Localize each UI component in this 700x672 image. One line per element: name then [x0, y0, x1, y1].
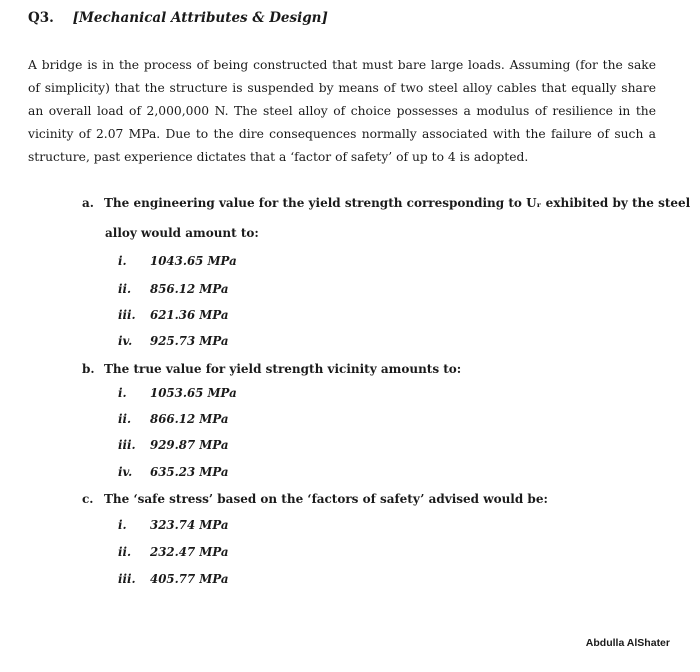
question-a-letter: a.	[82, 196, 94, 210]
option-value: 925.73 MPa	[150, 334, 229, 348]
option-c-1	[118, 518, 229, 532]
option-value: 232.47 MPa	[150, 545, 229, 559]
question-a-prompt-continuation: alloy would amount to:	[105, 226, 259, 240]
option-value: 405.77 MPa	[150, 572, 229, 586]
option-a-4	[118, 334, 229, 348]
option-value: 1043.65 MPa	[150, 254, 237, 268]
question-c-letter: c.	[82, 492, 94, 506]
option-c-3	[118, 572, 229, 586]
question-topic: [Mechanical Attributes & Design]	[72, 10, 328, 26]
option-value: 856.12 MPa	[150, 282, 229, 296]
question-b-prompt: The true value for yield strength vicinity amounts to:	[104, 362, 462, 376]
question-c-prompt: The ‘safe stress’ based on the ‘factors of safety’ advised would be:	[104, 492, 548, 506]
option-number: iv.	[118, 334, 133, 348]
option-value: 621.36 MPa	[150, 308, 229, 322]
question-b-letter: b.	[82, 362, 95, 376]
option-number: ii.	[118, 545, 132, 559]
option-number: ii.	[118, 282, 132, 296]
option-value: 929.87 MPa	[150, 438, 229, 452]
option-value: 866.12 MPa	[150, 412, 229, 426]
option-b-2	[118, 412, 229, 426]
option-number: i.	[118, 254, 127, 268]
option-b-1	[118, 386, 237, 400]
option-number: iii.	[118, 438, 136, 452]
option-number: iii.	[118, 308, 136, 322]
option-number: ii.	[118, 412, 132, 426]
option-number: iii.	[118, 572, 136, 586]
option-number: i.	[118, 518, 127, 532]
question-number: Q3.	[28, 10, 54, 26]
question-header	[28, 10, 328, 26]
question-a	[82, 196, 690, 210]
option-value: 1053.65 MPa	[150, 386, 237, 400]
option-a-3	[118, 308, 229, 322]
option-a-2	[118, 282, 229, 296]
question-b	[82, 362, 461, 376]
question-c	[82, 492, 548, 506]
option-number: iv.	[118, 465, 133, 479]
option-b-3	[118, 438, 229, 452]
option-b-4	[118, 465, 229, 479]
problem-statement: A bridge is in the process of being constructed that must bare large loads. Assuming (for the sake of simplicity) that the structure is suspended by means of two steel alloy cables that equally share an overall load of 2,000,000 N. The steel alloy of choice possesses a modulus of resilience in the vicinity of 2.07 MPa. Due to the dire consequences normally associated with the failure of such a structure, past experience dictates that a ‘factor of safety’ of up to 4 is adopted.	[28, 58, 656, 164]
option-c-2	[118, 545, 229, 559]
option-a-1	[118, 254, 237, 268]
author-name: Abdulla AlShater	[585, 637, 670, 649]
option-value: 323.74 MPa	[150, 518, 229, 532]
option-value: 635.23 MPa	[150, 465, 229, 479]
question-a-prompt: The engineering value for the yield strength corresponding to Uᵣ exhibited by the steel	[104, 196, 691, 210]
option-number: i.	[118, 386, 127, 400]
